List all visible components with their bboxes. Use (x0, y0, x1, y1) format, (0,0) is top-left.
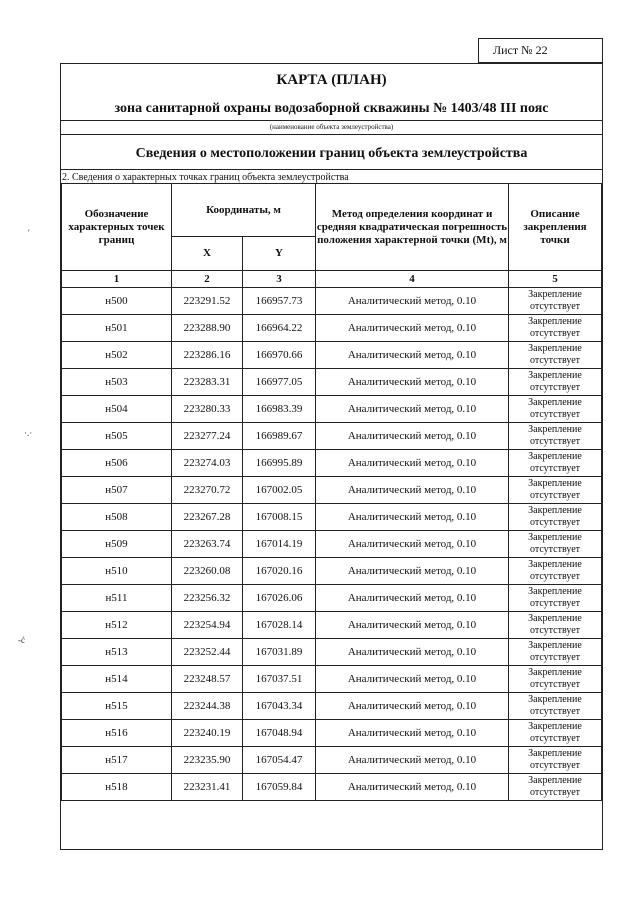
scan-mark: ·.· (24, 428, 33, 438)
coord-y: 167008.15 (243, 504, 316, 531)
coord-x: 223277.24 (172, 423, 243, 450)
point-designation: н504 (62, 396, 172, 423)
point-designation: н501 (62, 315, 172, 342)
description-cell: Закрепление отсутствует (509, 585, 602, 612)
table-row (62, 477, 602, 504)
table-row (62, 612, 602, 639)
section-title: Сведения о местоположении границ объекта землеустройства (135, 146, 528, 161)
method-cell: Аналитический метод, 0.10 (316, 558, 509, 585)
header-method: Метод определения координат и средняя квадратическая погрешность положения характерной точки (Mt), м (316, 184, 509, 271)
column-number: 4 (316, 271, 509, 288)
point-designation: н503 (62, 369, 172, 396)
point-designation: н508 (62, 504, 172, 531)
table-row (62, 747, 602, 774)
coord-y: 167002.05 (243, 477, 316, 504)
method-cell: Аналитический метод, 0.10 (316, 666, 509, 693)
coord-x: 223283.31 (172, 369, 243, 396)
method-cell: Аналитический метод, 0.10 (316, 747, 509, 774)
description-cell: Закрепление отсутствует (509, 720, 602, 747)
point-designation: н511 (62, 585, 172, 612)
coord-y: 167028.14 (243, 612, 316, 639)
coord-x: 223288.90 (172, 315, 243, 342)
coord-y: 166964.22 (243, 315, 316, 342)
table-row (62, 396, 602, 423)
table-row (62, 693, 602, 720)
method-cell: Аналитический метод, 0.10 (316, 612, 509, 639)
divider (61, 169, 602, 170)
table-row (62, 450, 602, 477)
coord-x: 223280.33 (172, 396, 243, 423)
coord-y: 167059.84 (243, 774, 316, 801)
subsection-title: 2. Сведения о характерных точках границ объекта землеустройства (62, 172, 349, 183)
coord-x: 223260.08 (172, 558, 243, 585)
header-designation: Обозначение характерных точек границ (62, 184, 172, 271)
description-cell: Закрепление отсутствует (509, 423, 602, 450)
points-table (61, 183, 602, 801)
coord-x: 223286.16 (172, 342, 243, 369)
table-row (62, 666, 602, 693)
point-designation: н512 (62, 612, 172, 639)
column-number: 1 (62, 271, 172, 288)
table-row (62, 531, 602, 558)
method-cell: Аналитический метод, 0.10 (316, 396, 509, 423)
method-cell: Аналитический метод, 0.10 (316, 450, 509, 477)
point-designation: н502 (62, 342, 172, 369)
sheet-number: Лист № 22 (478, 38, 603, 63)
method-cell: Аналитический метод, 0.10 (316, 693, 509, 720)
coord-x: 223248.57 (172, 666, 243, 693)
coord-x: 223244.38 (172, 693, 243, 720)
description-cell: Закрепление отсутствует (509, 774, 602, 801)
description-cell: Закрепление отсутствует (509, 450, 602, 477)
header-coordinates: Координаты, м (172, 184, 316, 237)
coord-y: 167026.06 (243, 585, 316, 612)
coord-y: 166957.73 (243, 288, 316, 315)
method-cell: Аналитический метод, 0.10 (316, 585, 509, 612)
coord-x: 223274.03 (172, 450, 243, 477)
description-cell: Закрепление отсутствует (509, 369, 602, 396)
coord-x: 223252.44 (172, 639, 243, 666)
point-designation: н513 (62, 639, 172, 666)
coord-x: 223256.32 (172, 585, 243, 612)
point-designation: н506 (62, 450, 172, 477)
coord-x: 223231.41 (172, 774, 243, 801)
table-row (62, 720, 602, 747)
coord-y: 167031.89 (243, 639, 316, 666)
coord-y: 166970.66 (243, 342, 316, 369)
coord-y: 166977.05 (243, 369, 316, 396)
method-cell: Аналитический метод, 0.10 (316, 639, 509, 666)
table-row (62, 342, 602, 369)
coord-y: 167048.94 (243, 720, 316, 747)
description-cell: Закрепление отсутствует (509, 342, 602, 369)
point-designation: н507 (62, 477, 172, 504)
point-designation: н505 (62, 423, 172, 450)
description-cell: Закрепление отсутствует (509, 396, 602, 423)
table-row (62, 369, 602, 396)
method-cell: Аналитический метод, 0.10 (316, 315, 509, 342)
point-designation: н510 (62, 558, 172, 585)
object-name-underline (61, 120, 602, 121)
description-cell: Закрепление отсутствует (509, 288, 602, 315)
coord-y: 167043.34 (243, 693, 316, 720)
method-cell: Аналитический метод, 0.10 (316, 288, 509, 315)
column-number: 5 (509, 271, 602, 288)
scan-mark: -ć (18, 635, 25, 645)
method-cell: Аналитический метод, 0.10 (316, 423, 509, 450)
header-description: Описание закрепления точки (509, 184, 602, 271)
method-cell: Аналитический метод, 0.10 (316, 504, 509, 531)
table-row (62, 585, 602, 612)
description-cell: Закрепление отсутствует (509, 558, 602, 585)
map-title: КАРТА (ПЛАН) (276, 72, 387, 88)
divider (61, 134, 602, 135)
point-designation: н515 (62, 693, 172, 720)
method-cell: Аналитический метод, 0.10 (316, 774, 509, 801)
method-cell: Аналитический метод, 0.10 (316, 531, 509, 558)
method-cell: Аналитический метод, 0.10 (316, 342, 509, 369)
coord-y: 166995.89 (243, 450, 316, 477)
description-cell: Закрепление отсутствует (509, 747, 602, 774)
description-cell: Закрепление отсутствует (509, 477, 602, 504)
point-designation: н514 (62, 666, 172, 693)
object-name-caption: (наименование объекта землеустройства) (269, 123, 394, 131)
method-cell: Аналитический метод, 0.10 (316, 477, 509, 504)
column-number: 2 (172, 271, 243, 288)
point-designation: н509 (62, 531, 172, 558)
object-name: зона санитарной охраны водозаборной скважины № 1403/48 III пояс (114, 101, 549, 116)
method-cell: Аналитический метод, 0.10 (316, 720, 509, 747)
description-cell: Закрепление отсутствует (509, 639, 602, 666)
table-row (62, 288, 602, 315)
coord-y: 166989.67 (243, 423, 316, 450)
coord-y: 167037.51 (243, 666, 316, 693)
scan-mark: ' (28, 228, 30, 238)
coord-y: 167020.16 (243, 558, 316, 585)
coord-x: 223235.90 (172, 747, 243, 774)
method-cell: Аналитический метод, 0.10 (316, 369, 509, 396)
coord-y: 166983.39 (243, 396, 316, 423)
table-row (62, 774, 602, 801)
description-cell: Закрепление отсутствует (509, 504, 602, 531)
coord-x: 223240.19 (172, 720, 243, 747)
table-row (62, 504, 602, 531)
coord-x: 223254.94 (172, 612, 243, 639)
document-frame (60, 63, 603, 850)
coord-x: 223270.72 (172, 477, 243, 504)
point-designation: н516 (62, 720, 172, 747)
table-row (62, 315, 602, 342)
column-number: 3 (243, 271, 316, 288)
coord-y: 167014.19 (243, 531, 316, 558)
header-y: Y (243, 237, 316, 271)
table-row (62, 558, 602, 585)
table-row (62, 423, 602, 450)
description-cell: Закрепление отсутствует (509, 666, 602, 693)
coord-x: 223267.28 (172, 504, 243, 531)
description-cell: Закрепление отсутствует (509, 531, 602, 558)
header-x: X (172, 237, 243, 271)
point-designation: н518 (62, 774, 172, 801)
description-cell: Закрепление отсутствует (509, 693, 602, 720)
coord-y: 167054.47 (243, 747, 316, 774)
description-cell: Закрепление отсутствует (509, 612, 602, 639)
description-cell: Закрепление отсутствует (509, 315, 602, 342)
coord-x: 223263.74 (172, 531, 243, 558)
table-row (62, 639, 602, 666)
point-designation: н500 (62, 288, 172, 315)
coord-x: 223291.52 (172, 288, 243, 315)
point-designation: н517 (62, 747, 172, 774)
